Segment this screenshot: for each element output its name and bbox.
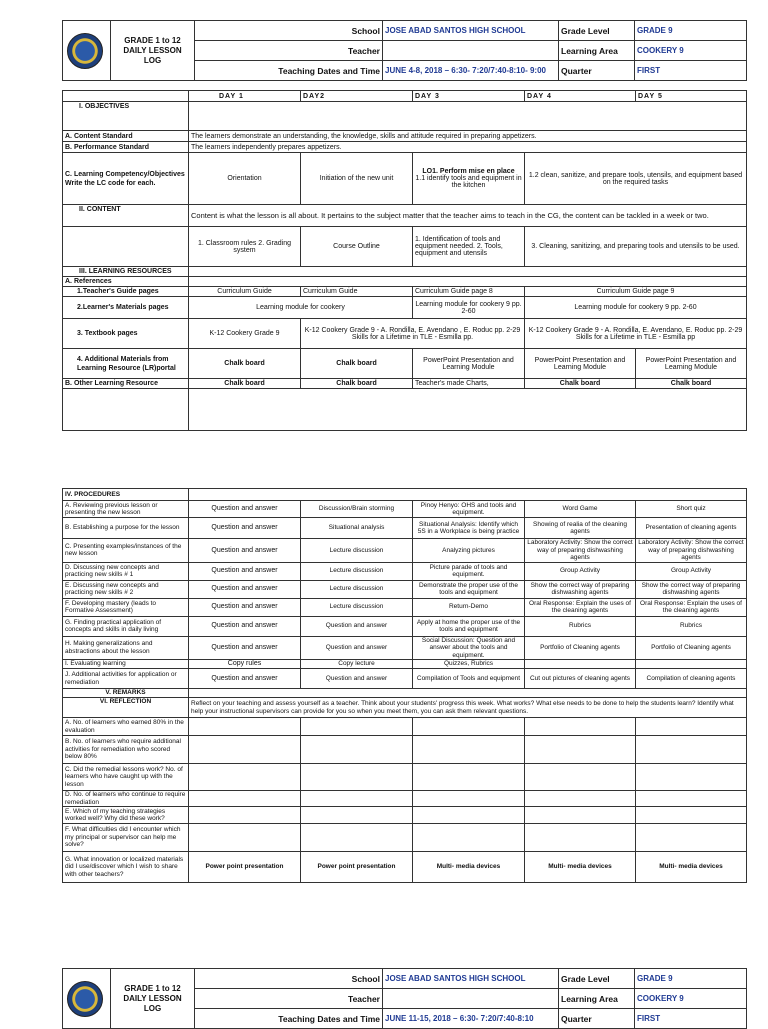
content-topics-blank xyxy=(63,227,189,267)
procedure-day3: Situational Analysis: Identify which 5S in a Workplace is being practice xyxy=(413,518,525,539)
refl-g-day1: Power point presentation xyxy=(189,852,301,883)
lesson-plan-table xyxy=(62,90,747,431)
refl-g-day3: Multi- media devices xyxy=(413,852,525,883)
refl-g-day4: Multi- media devices xyxy=(525,852,636,883)
reflection-cell xyxy=(636,807,747,824)
content-day1: 1. Classroom rules 2. Grading system xyxy=(189,227,301,267)
reflection-label-5: F. What difficulties did I encounter which my principal or supervisor can help me solve? xyxy=(63,824,189,852)
school-value: JOSE ABAD SANTOS HIGH SCHOOL xyxy=(383,21,559,41)
lm-day45: Learning module for cookery 9 pp. 2-60 xyxy=(525,297,747,319)
reflection-cell xyxy=(525,807,636,824)
procedure-day1: Copy rules xyxy=(189,660,301,669)
procedure-label: H. Making generalizations and abstractions about the lesson xyxy=(63,636,189,660)
other-day5: Chalk board xyxy=(636,379,747,389)
lc-day1: Orientation xyxy=(189,153,301,205)
area-label: Learning Area xyxy=(559,41,635,61)
procedure-day1: Question and answer xyxy=(189,616,301,636)
day-header-blank xyxy=(63,91,189,102)
resources-label: III. LEARNING RESOURCES xyxy=(63,267,189,277)
procedure-row xyxy=(63,636,747,660)
am-label: 4. Additional Materials from Learning Resource (LR)portal xyxy=(63,349,189,379)
lc-day3 xyxy=(413,153,525,205)
dates-label-2: Teaching Dates and Time xyxy=(195,1009,383,1029)
school-label: School xyxy=(195,21,383,41)
other-day4: Chalk board xyxy=(525,379,636,389)
procedure-day5: Presentation of cleaning agents xyxy=(636,518,747,539)
procedure-day2: Lecture discussion xyxy=(301,539,413,563)
reflection-label-1: B. No. of learners who require additional activities for remediation who scored below 80% xyxy=(63,736,189,764)
lc-day3-desc: 1.1 identify tools and equipment in the kitchen xyxy=(415,175,522,189)
content-std-label: A. Content Standard xyxy=(63,131,189,142)
lc-label: C. Learning Competency/Objectives Write the LC code for each. xyxy=(63,153,189,205)
reflection-cell xyxy=(413,736,525,764)
reflection-label-2: C. Did the remedial lessons work? No. of learners who have caught up with the lesson xyxy=(63,764,189,791)
lm-label: 2.Learner's Materials pages xyxy=(63,297,189,319)
procedure-day5: Rubrics xyxy=(636,616,747,636)
procedure-day1: Question and answer xyxy=(189,598,301,616)
procedures-table xyxy=(62,488,747,883)
procedure-day2: Question and answer xyxy=(301,636,413,660)
other-label: B. Other Learning Resource xyxy=(63,379,189,389)
school-label-2: School xyxy=(195,969,383,989)
content-std-value: The learners demonstrate an understanding, the knowledge, skills and attitude required in preparing appetizers. xyxy=(189,131,747,142)
tb-day45: K-12 Cookery Grade 9 - A. Rondilla, E. Avendano, E. Roduc pp. 2-29 Skills for a Lifetime in TLE - Esmilla pp xyxy=(525,319,747,349)
procedure-day1: Question and answer xyxy=(189,501,301,518)
dll-title-2: GRADE 1 to 12 DAILY LESSON LOG xyxy=(111,969,195,1029)
reflection-cell xyxy=(189,718,301,736)
reflection-label: VI. REFLECTION xyxy=(63,698,189,718)
reflection-row xyxy=(63,807,747,824)
procedure-row xyxy=(63,562,747,580)
procedure-day5: Laboratory Activity: Show the correct way of preparing dishwashing agents xyxy=(636,539,747,563)
reflection-row xyxy=(63,718,747,736)
grade-value: GRADE 9 xyxy=(635,21,747,41)
procedure-day5: Compilation of cleaning agents xyxy=(636,669,747,689)
tg-day45: Curriculum Guide page 9 xyxy=(525,287,747,297)
reflection-cell xyxy=(301,807,413,824)
reflection-cell xyxy=(525,791,636,807)
procedure-day4: Group Activity xyxy=(525,562,636,580)
am-day1: Chalk board xyxy=(189,349,301,379)
am-day2: Chalk board xyxy=(301,349,413,379)
teacher-label: Teacher xyxy=(195,41,383,61)
procedure-day2: Question and answer xyxy=(301,616,413,636)
procedure-day1: Question and answer xyxy=(189,539,301,563)
area-value: COOKERY 9 xyxy=(635,41,747,61)
perf-std-label: B. Performance Standard xyxy=(63,142,189,153)
reflection-cell xyxy=(301,791,413,807)
tb-label: 3. Textbook pages xyxy=(63,319,189,349)
other-day2: Chalk board xyxy=(301,379,413,389)
procedure-day3: Analyzing pictures xyxy=(413,539,525,563)
reflection-cell xyxy=(189,791,301,807)
procedure-row xyxy=(63,616,747,636)
day-header-4: DAY 4 xyxy=(525,91,636,102)
tg-day3: Curriculum Guide page 8 xyxy=(413,287,525,297)
procedure-day2: Lecture discussion xyxy=(301,598,413,616)
procedure-day5: Portfolio of Cleaning agents xyxy=(636,636,747,660)
lc-day45: 1.2 clean, sanitize, and prepare tools, utensils, and equipment based on the required tasks xyxy=(525,153,747,205)
reflection-cell xyxy=(301,764,413,791)
procedure-day4 xyxy=(525,660,636,669)
procedure-label: G. Finding practical application of concepts and skills in daily living xyxy=(63,616,189,636)
procedure-day2: Lecture discussion xyxy=(301,562,413,580)
area-label-2: Learning Area xyxy=(559,989,635,1009)
dll-title: GRADE 1 to 12 DAILY LESSON LOG xyxy=(111,21,195,81)
reflection-label-0: A. No. of learners who earned 80% in the evaluation xyxy=(63,718,189,736)
refl-g-day5: Multi- media devices xyxy=(636,852,747,883)
procedure-day3: Apply at home the proper use of the tools and equipment xyxy=(413,616,525,636)
reflection-cell xyxy=(301,824,413,852)
procedure-day2: Situational analysis xyxy=(301,518,413,539)
procedure-day5 xyxy=(636,660,747,669)
procedure-day3: Demonstrate the proper use of the tools and equipment xyxy=(413,580,525,598)
dates-value: JUNE 4-8, 2018 – 6:30- 7:20/7:40-8:10- 9:00 xyxy=(383,61,559,81)
procedure-day4: Portfolio of Cleaning agents xyxy=(525,636,636,660)
procedures-title: IV. PROCEDURES xyxy=(63,489,189,501)
content-label: II. CONTENT xyxy=(63,205,189,227)
day-header-2: DAY2 xyxy=(301,91,413,102)
procedure-day1: Question and answer xyxy=(189,518,301,539)
references-label: A. References xyxy=(63,277,189,287)
content-day2: Course Outline xyxy=(301,227,413,267)
reflection-cell xyxy=(189,764,301,791)
reflection-cell xyxy=(189,736,301,764)
objectives-value xyxy=(189,102,747,131)
reflection-cell xyxy=(525,718,636,736)
reflection-row xyxy=(63,736,747,764)
procedure-row xyxy=(63,669,747,689)
procedure-label: J. Additional activities for application or remediation xyxy=(63,669,189,689)
school-value-2: JOSE ABAD SANTOS HIGH SCHOOL xyxy=(383,969,559,989)
reflection-cell xyxy=(413,807,525,824)
area-value-2: COOKERY 9 xyxy=(635,989,747,1009)
reflection-cell xyxy=(301,736,413,764)
reflection-cell xyxy=(525,824,636,852)
procedure-day5: Show the correct way of preparing dishwashing agents xyxy=(636,580,747,598)
content-desc: Content is what the lesson is all about. It pertains to the subject matter that the teacher aims to teach in the CG, the content can be tackled in a week or two. xyxy=(189,205,747,227)
procedure-row xyxy=(63,539,747,563)
reflection-cell xyxy=(413,791,525,807)
reflection-row xyxy=(63,764,747,791)
deped-seal-icon xyxy=(67,981,103,1017)
reflection-cell xyxy=(525,736,636,764)
procedure-row xyxy=(63,518,747,539)
refl-row-g: G. What innovation or localized materials did I use/discover which I wish to share with other teachers? xyxy=(63,852,189,883)
procedure-day4: Cut out pictures of cleaning agents xyxy=(525,669,636,689)
procedure-day2: Lecture discussion xyxy=(301,580,413,598)
reflection-cell xyxy=(413,718,525,736)
procedure-day4: Word Game xyxy=(525,501,636,518)
reflection-label-4: E. Which of my teaching strategies worked well? Why did these work? xyxy=(63,807,189,824)
procedure-day3: Picture parade of tools and equipment. xyxy=(413,562,525,580)
school-seal-2 xyxy=(63,969,111,1029)
procedure-day3: Social Discussion: Question and answer about the tools and equipment. xyxy=(413,636,525,660)
tg-label: 1.Teacher's Guide pages xyxy=(63,287,189,297)
am-day3: PowerPoint Presentation and Learning Module xyxy=(413,349,525,379)
objectives-label: I. OBJECTIVES xyxy=(63,102,189,131)
content-day3: 1. Identification of tools and equipment needed. 2. Tools, equipment and utensils xyxy=(413,227,525,267)
lc-day2: Initiation of the new unit xyxy=(301,153,413,205)
procedure-day4: Show the correct way of preparing dishwashing agents xyxy=(525,580,636,598)
lm-day3: Learning module for cookery 9 pp. 2-60 xyxy=(413,297,525,319)
grade-label-2: Grade Level xyxy=(559,969,635,989)
reflection-row xyxy=(63,824,747,852)
perf-std-value: The learners independently prepares appetizers. xyxy=(189,142,747,153)
procedure-row xyxy=(63,580,747,598)
reflection-cell xyxy=(636,764,747,791)
procedure-day3: Return-Demo xyxy=(413,598,525,616)
procedure-label: C. Presenting examples/instances of the new lesson xyxy=(63,539,189,563)
procedure-day1: Question and answer xyxy=(189,580,301,598)
reflection-cell xyxy=(636,791,747,807)
reflection-cell xyxy=(189,807,301,824)
deped-seal-icon xyxy=(67,33,103,69)
procedure-label: I. Evaluating learning xyxy=(63,660,189,669)
procedure-row xyxy=(63,660,747,669)
teacher-label-2: Teacher xyxy=(195,989,383,1009)
am-day4: PowerPoint Presentation and Learning Module xyxy=(525,349,636,379)
content-day45: 3. Cleaning, sanitizing, and preparing tools and utensils to be used. xyxy=(525,227,747,267)
procedure-day1: Question and answer xyxy=(189,636,301,660)
reflection-cell xyxy=(636,736,747,764)
procedure-label: E. Discussing new concepts and practicing new skills # 2 xyxy=(63,580,189,598)
procedure-label: B. Establishing a purpose for the lesson xyxy=(63,518,189,539)
school-seal xyxy=(63,21,111,81)
procedure-day3: Compilation of Tools and equipment xyxy=(413,669,525,689)
tb-day23: K-12 Cookery Grade 9 - A. Rondilla, E. Avendano , E. Roduc pp. 2-29 Skills for a Lifetime in TLE - Esmilla pp. xyxy=(301,319,525,349)
dll-header-top xyxy=(62,20,747,81)
lm-day12: Learning module for cookery xyxy=(189,297,413,319)
day-header-5: DAY 5 xyxy=(636,91,747,102)
procedure-day4: Showing of realia of the cleaning agents xyxy=(525,518,636,539)
reflection-row xyxy=(63,791,747,807)
other-day3: Teacher's made Charts, xyxy=(413,379,525,389)
dates-value-2: JUNE 11-15, 2018 – 6:30- 7:20/7:40-8:10 xyxy=(383,1009,559,1029)
reflection-cell xyxy=(413,824,525,852)
reflection-cell xyxy=(301,718,413,736)
reflection-cell xyxy=(525,764,636,791)
reflection-label-3: D. No. of learners who continue to require remediation xyxy=(63,791,189,807)
day-header-3: DAY 3 xyxy=(413,91,525,102)
procedure-day5: Short quiz xyxy=(636,501,747,518)
teacher-value-2 xyxy=(383,989,559,1009)
procedure-label: D. Discussing new concepts and practicing new skills # 1 xyxy=(63,562,189,580)
teacher-value xyxy=(383,41,559,61)
dates-label: Teaching Dates and Time xyxy=(195,61,383,81)
procedure-day2: Question and answer xyxy=(301,669,413,689)
refl-g-day2: Power point presentation xyxy=(301,852,413,883)
procedure-label: F. Developing mastery (leads to Formative Assessment) xyxy=(63,598,189,616)
procedure-day5: Oral Response: Explain the uses of the cleaning agents xyxy=(636,598,747,616)
grade-label: Grade Level xyxy=(559,21,635,41)
reflection-cell xyxy=(189,824,301,852)
procedure-day4: Rubrics xyxy=(525,616,636,636)
reflection-cell xyxy=(636,824,747,852)
am-day5: PowerPoint Presentation and Learning Module xyxy=(636,349,747,379)
tb-day1: K-12 Cookery Grade 9 xyxy=(189,319,301,349)
procedure-day5: Group Activity xyxy=(636,562,747,580)
day-header-1: DAY 1 xyxy=(189,91,301,102)
remarks-label: V. REMARKS xyxy=(63,689,189,698)
procedure-row xyxy=(63,501,747,518)
procedure-day1: Question and answer xyxy=(189,562,301,580)
reflection-cell xyxy=(413,764,525,791)
dll-header-bottom xyxy=(62,968,747,1029)
procedure-day3: Quizzes, Rubrics xyxy=(413,660,525,669)
procedure-day3: Pinoy Henyo: OHS and tools and equipment. xyxy=(413,501,525,518)
procedure-row xyxy=(63,598,747,616)
procedure-label: A. Reviewing previous lesson or presenting the new lesson xyxy=(63,501,189,518)
quarter-value-2: FIRST xyxy=(635,1009,747,1029)
quarter-label-2: Quarter xyxy=(559,1009,635,1029)
tg-day2: Curriculum Guide xyxy=(301,287,413,297)
lc-day3-title: LO1. Perform mise en place xyxy=(422,168,515,175)
procedure-day1: Question and answer xyxy=(189,669,301,689)
quarter-value: FIRST xyxy=(635,61,747,81)
procedure-day4: Oral Response: Explain the uses of the cleaning agents xyxy=(525,598,636,616)
other-day1: Chalk board xyxy=(189,379,301,389)
procedure-day2: Copy lecture xyxy=(301,660,413,669)
tg-day1: Curriculum Guide xyxy=(189,287,301,297)
reflection-cell xyxy=(636,718,747,736)
procedure-day2: Discussion/Brain storming xyxy=(301,501,413,518)
quarter-label: Quarter xyxy=(559,61,635,81)
reflection-desc: Reflect on your teaching and assess yourself as a teacher. Think about your students' progress this week. What works? What else needs to be done to help the students learn? Identify what help your instructional supervisors can provide for you so when you meet them, you can ask them relevant questions. xyxy=(189,698,747,718)
grade-value-2: GRADE 9 xyxy=(635,969,747,989)
procedure-day4: Laboratory Activity: Show the correct way of preparing dishwashing agents xyxy=(525,539,636,563)
